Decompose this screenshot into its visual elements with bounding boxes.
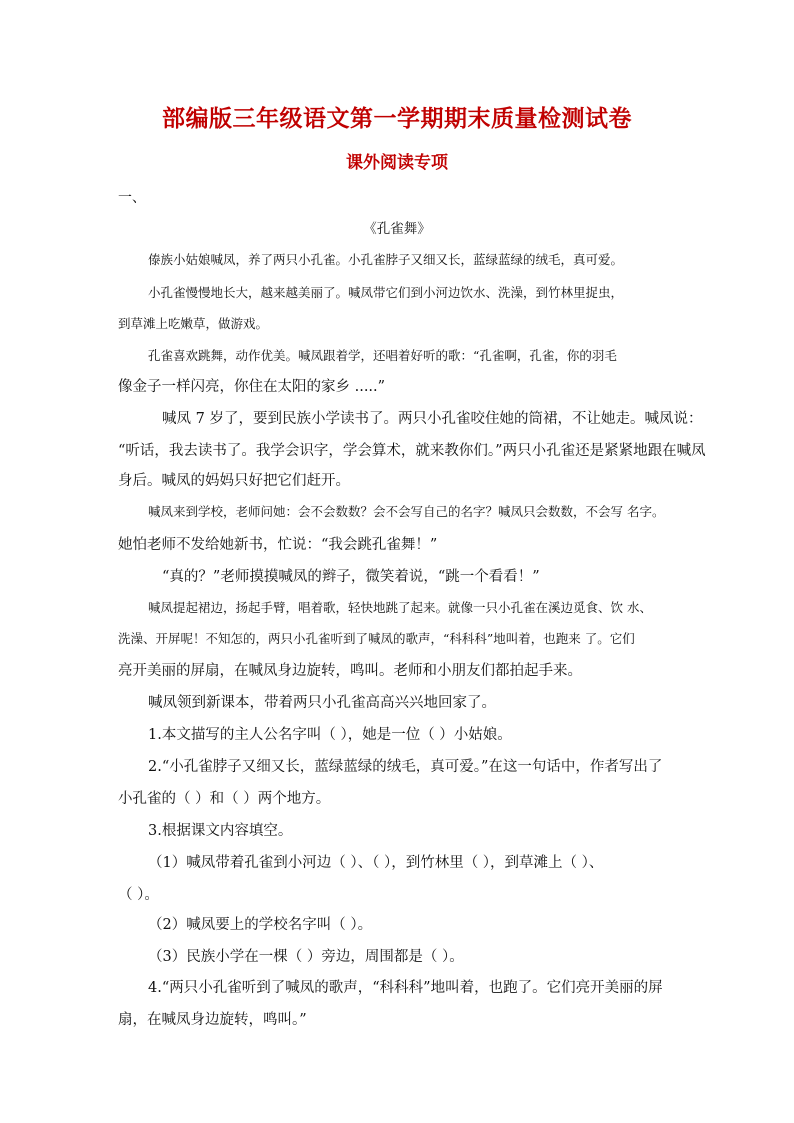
question-line: 2.“小孔雀脖子又细又长，蓝绿蓝绿的绒毛，真可爱。”在这一句话中，作者写出了 [148, 759, 663, 775]
story-line: 她怕老师不发给她新书，忙说：“我会跳孔雀舞！” [118, 537, 438, 553]
story-line: “听话，我去读书了。我学会识字，学会算术，就来教你们。”两只小孔雀还是紧紧地跟在喊凤 [118, 443, 706, 459]
question-line: （1）喊凤带着孔雀到小河边（ ）、（ ），到竹林里（ ），到草滩上（ ）、 [148, 855, 604, 871]
page-subtitle: 课外阅读专项 [346, 153, 448, 173]
story-line: 喊凤提起裙边，扬起手臂，唱着歌，轻快地跳了起来。就像一只小孔雀在溪边觅食、饮 水、 [148, 600, 652, 615]
story-line: 身后。喊凤的妈妈只好把它们赶开。 [118, 473, 350, 489]
story-line: 傣族小姑娘喊凤，养了两只小孔雀。小孔雀脖子又细又长，蓝绿蓝绿的绒毛，真可爱。 [148, 252, 624, 267]
question-line: 小孔雀的（ ）和（ ）两个地方。 [118, 791, 331, 807]
story-line: 小孔雀慢慢地长大，越来越美丽了。喊凤带它们到小河边饮水、洗澡，到竹林里捉虫， [148, 285, 624, 300]
story-line: 喊凤 7 岁了，要到民族小学读书了。两只小孔雀咬住她的筒裙，不让她走。喊凤说： [162, 411, 703, 427]
question-line: 3.根据课文内容填空。 [148, 823, 293, 839]
story-line: 像金子一样闪亮，你住在太阳的家乡 .....” [118, 379, 386, 395]
story-line: 洗澡、开屏呢！不知怎的，两只小孔雀听到了喊凤的歌声，“科科科”地叫着，也跑来 了。它们 [118, 631, 635, 646]
page-title: 部编版三年级语文第一学期期末质量检测试卷 [162, 105, 632, 132]
story-line: 亮开美丽的屏扇，在喊凤身边旋转，鸣叫。老师和小朋友们都拍起手来。 [118, 663, 582, 679]
story-line: 到草滩上吃嫩草，做游戏。 [118, 316, 269, 331]
story-title: 《孔雀舞》 [363, 221, 431, 237]
story-line: 喊凤领到新课本，带着两只小孔雀高高兴兴地回家了。 [148, 695, 496, 711]
story-line: “真的？”老师摸摸喊凤的辫子，微笑着说，“跳一个看看！” [162, 569, 540, 585]
question-line: 1.本文描写的主人公名字叫（ ），她是一位（ ）小姑娘。 [148, 727, 512, 743]
question-line: 扇，在喊凤身边旋转，鸣叫。” [118, 1012, 307, 1028]
question-line: （2）喊凤要上的学校名字叫（ ）。 [148, 917, 373, 933]
question-line: 4.“两只小孔雀听到了喊凤的歌声，“科科科”地叫着，也跑了。它们亮开美丽的屏 [148, 980, 663, 996]
story-line: 喊凤来到学校，老师问她：会不会数数？会不会写自己的名字？喊凤只会数数，不会写 名字。 [148, 504, 665, 519]
section-number: 一、 [118, 190, 146, 206]
question-line: （ ）。 [118, 887, 159, 903]
question-line: （3）民族小学在一棵（ ）旁边，周围都是（ ）。 [148, 949, 464, 965]
story-line: 孔雀喜欢跳舞，动作优美。喊凤跟着学，还唱着好听的歌：“孔雀啊，孔雀，你的羽毛 [148, 348, 617, 363]
